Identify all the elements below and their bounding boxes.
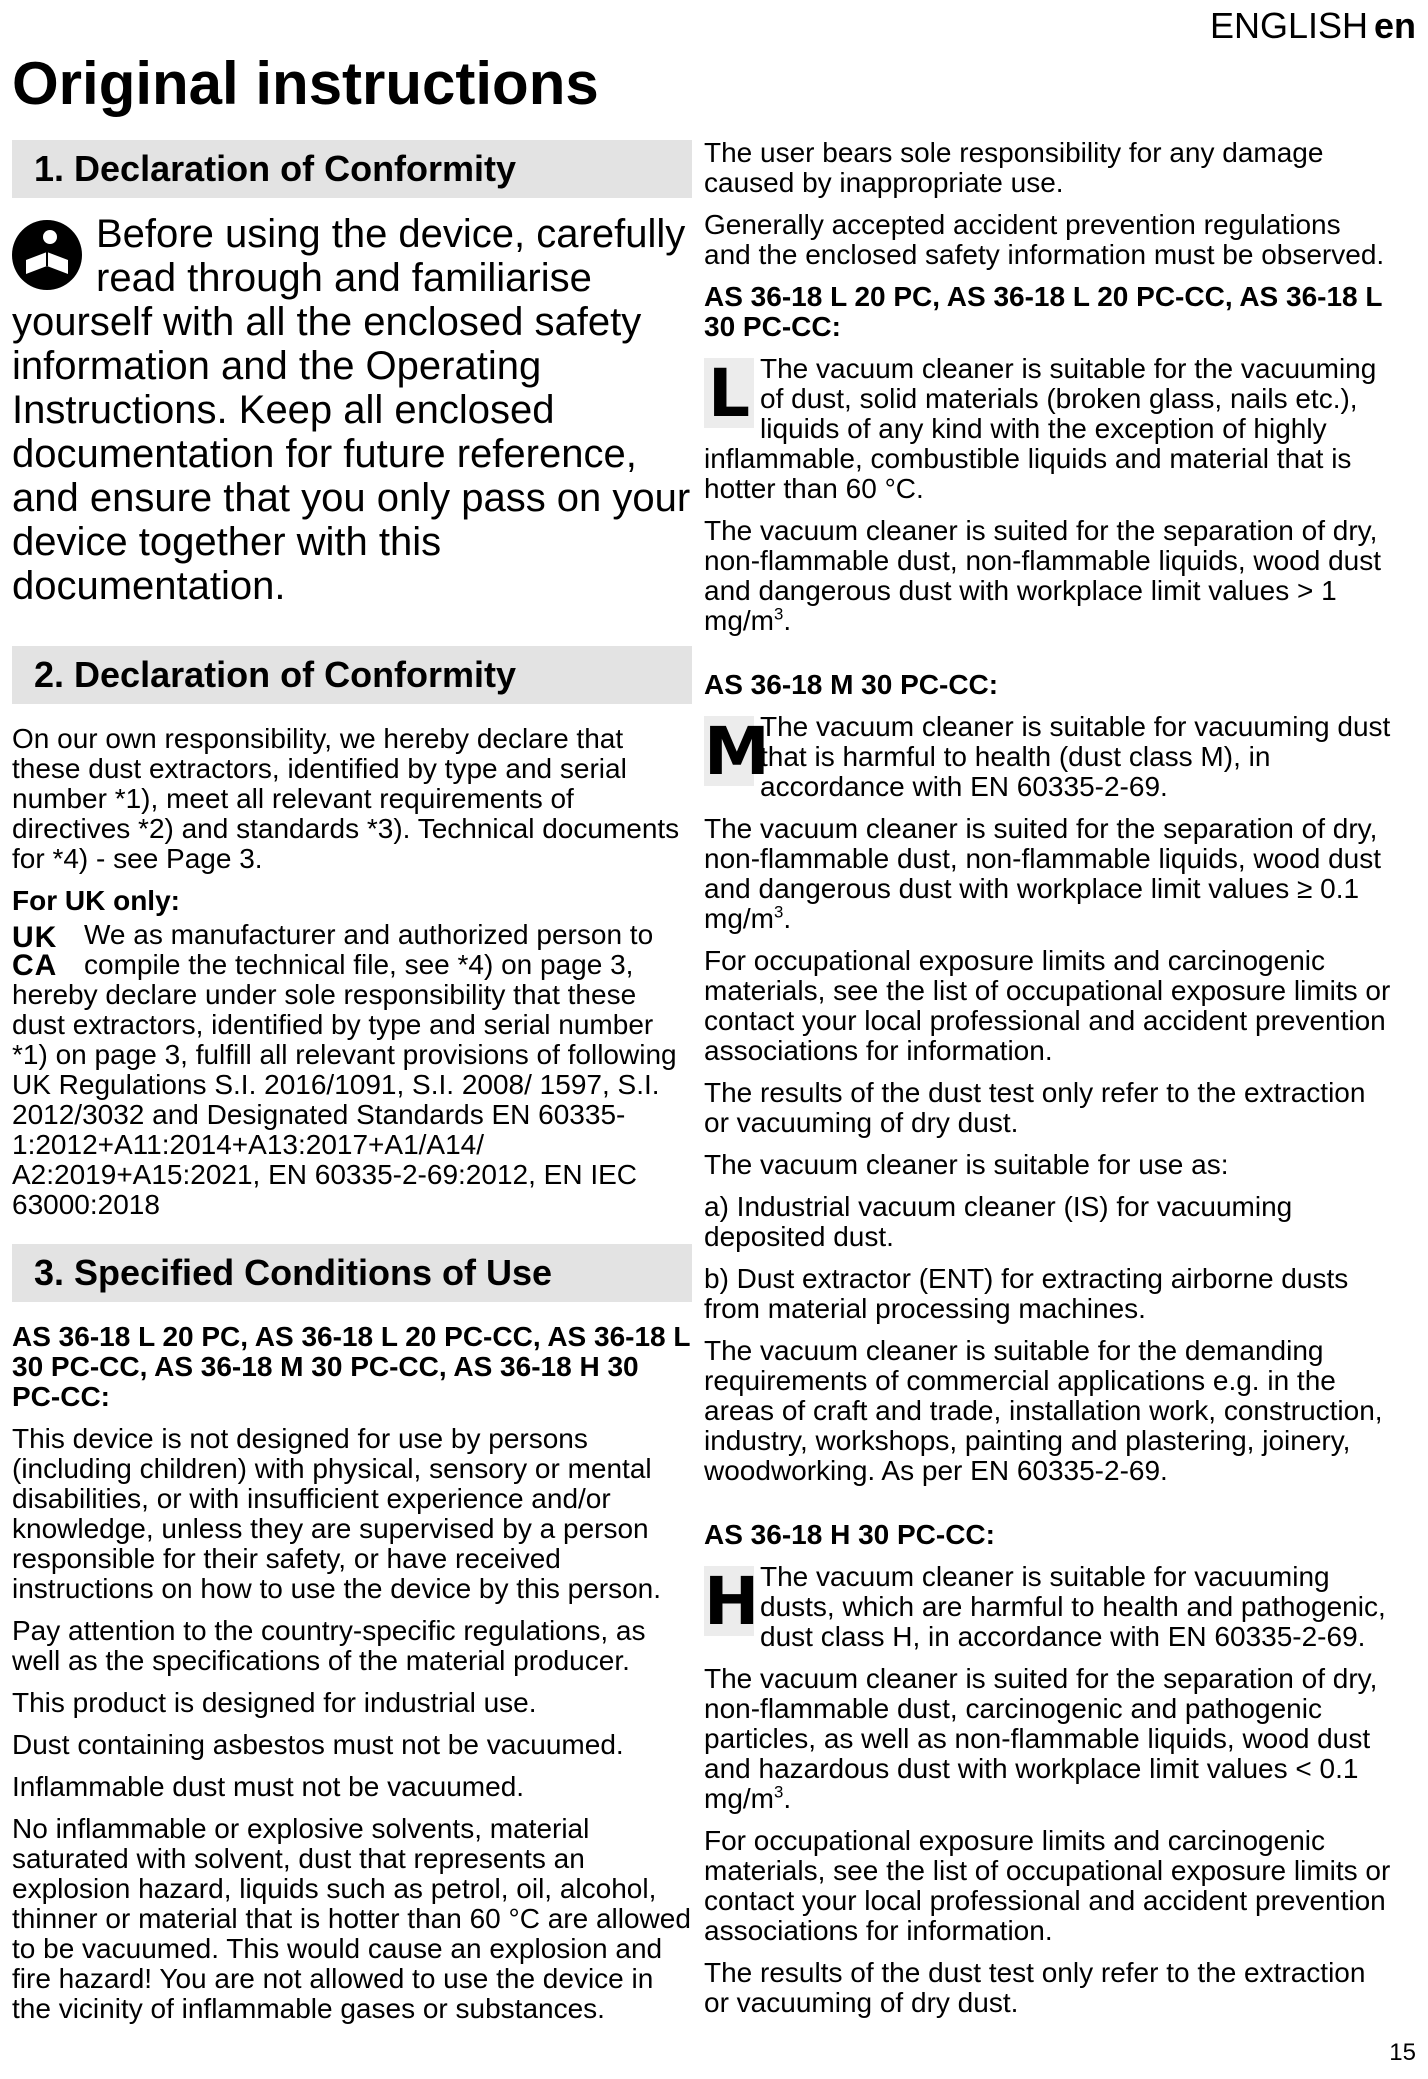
- language-name: ENGLISH: [1209, 5, 1368, 46]
- m-sep-end: .: [783, 903, 792, 934]
- section-3-paragraph-2: Pay attention to the country-specific regulations, as well as the specifications of the material producer.: [12, 1615, 646, 1676]
- h-sep-end: .: [783, 1783, 792, 1814]
- l-class-block: [704, 354, 1394, 504]
- right-column: [704, 138, 1394, 2030]
- dust-class-l-icon: L: [704, 358, 754, 428]
- l-class-models: AS 36-18 L 20 PC, AS 36-18 L 20 PC-CC, AS 36-18 L 30 PC-CC:: [704, 281, 1383, 342]
- section-3-paragraph-5: Inflammable dust must not be vacuumed.: [12, 1771, 525, 1802]
- left-column: [12, 140, 692, 2036]
- section-3-paragraph-3: This product is designed for industrial use.: [12, 1687, 537, 1718]
- dust-test-note-1: The results of the dust test only refer to the extraction or vacuuming of dry dust.: [704, 1077, 1366, 1138]
- section-3-paragraph-6: No inflammable or explosive solvents, material saturated with solvent, dust that represents an explosion hazard, liquids such as petrol, oil, alcohol, thinner or material that is hotter than 60 °C are allowed to be vacuumed. This would cause an explosion and fire hazard! You are not allowed to use the device in the vicinity of inflammable gases or substances.: [12, 1813, 691, 2024]
- page-title: Original instructions: [12, 50, 599, 117]
- h-sep-text: The vacuum cleaner is suited for the separation of dry, non-flammable dust, carcinogenic and pathogenic particles, as well as non-flammable liquids, wood dust and hazardous dust with workplace limit values < 0.1 mg/m: [704, 1663, 1378, 1814]
- occupational-limits-1: For occupational exposure limits and carcinogenic materials, see the list of occupational exposure limits or contact your local professional and accident prevention associations for information.: [704, 945, 1391, 1066]
- h-class-models: AS 36-18 H 30 PC-CC:: [704, 1519, 995, 1550]
- uk-declaration: [12, 920, 692, 1220]
- m-sep-exponent: 3: [774, 902, 784, 922]
- h-class-separation: [704, 1664, 1394, 1814]
- l-sep-end: .: [783, 605, 792, 636]
- ukca-mark-icon: [12, 921, 76, 982]
- read-manual-icon: [12, 220, 82, 290]
- section-3-paragraph-1: This device is not designed for use by persons (including children) with physical, sensory or mental disabilities, or with insufficient experience and/or knowledge, unless they are supervised by a person responsible for their safety, or have received instructions on how to use the device by this person.: [12, 1423, 662, 1604]
- use-option-a: a) Industrial vacuum cleaner (IS) for vacuuming deposited dust.: [704, 1191, 1293, 1252]
- user-responsibility: The user bears sole responsibility for any damage caused by inappropriate use.: [704, 137, 1324, 198]
- accident-prevention: Generally accepted accident prevention regulations and the enclosed safety information must be observed.: [704, 209, 1385, 270]
- l-sep-text: The vacuum cleaner is suited for the separation of dry, non-flammable dust, non-flammable liquids, wood dust and dangerous dust with workplace limit values > 1 mg/m: [704, 515, 1382, 636]
- section-1-body: Before using the device, carefully read through and familiarise yourself with all the enclosed safety information and the Operating Instructions. Keep all enclosed documentation for future reference, and ensure that you only pass on your device together with this documentation.: [12, 212, 691, 608]
- section-3-models: AS 36-18 L 20 PC, AS 36-18 L 20 PC-CC, AS 36-18 L 30 PC-CC, AS 36-18 M 30 PC-CC, AS 36-18 H 30 PC-CC:: [12, 1321, 691, 1412]
- ukca-mark-bottom: CA: [12, 949, 58, 982]
- m-class-separation: [704, 814, 1394, 934]
- use-option-b: b) Dust extractor (ENT) for extracting airborne dusts from material processing machines.: [704, 1263, 1349, 1324]
- section-1-body-block: [12, 212, 692, 608]
- language-code: en: [1373, 5, 1416, 46]
- dust-class-h-icon: H: [704, 1563, 760, 1640]
- dust-class-m-icon: M: [704, 713, 770, 790]
- m-class-text: The vacuum cleaner is suitable for vacuuming dust that is harmful to health (dust class M), in accordance with EN 60335-2-69.: [760, 711, 1391, 802]
- h-class-text: The vacuum cleaner is suitable for vacuuming dusts, which are harmful to health and pathogenic, dust class H, in accordance with EN 60335-2-69.: [760, 1561, 1386, 1652]
- l-sep-exponent: 3: [774, 604, 784, 624]
- ukca-mark-top: UK: [12, 921, 58, 954]
- m-sep-text: The vacuum cleaner is suited for the separation of dry, non-flammable dust, non-flammable liquids, wood dust and dangerous dust with workplace limit values ≥ 0.1 mg/m: [704, 813, 1382, 934]
- page-number: 15: [1389, 2039, 1416, 2066]
- language-label: [1210, 4, 1416, 48]
- uk-only-heading: For UK only:: [12, 885, 180, 916]
- uk-declaration-text: We as manufacturer and authorized person to compile the technical file, see *4) on page 3, hereby declare under sole responsibility that these dust extractors, identified by type and serial number *1) on page 3, fulfill all relevant provisions of following UK Regulations S.I. 2016/1091, S.I. 2008/ 1597, S.I. 2012/3032 and Designated Standards EN 60335-1:2012+A11:2014+A13:2017+A1/A14/ A2:2019+A15:2021, EN 60335-2-69:2012, EN IEC 63000:2018: [12, 919, 677, 1220]
- section-1-heading: 1. Declaration of Conformity: [12, 140, 692, 198]
- suitable-for-use: The vacuum cleaner is suitable for use as:: [704, 1149, 1229, 1180]
- section-3-heading: 3. Specified Conditions of Use: [12, 1244, 692, 1302]
- l-class-text: The vacuum cleaner is suitable for the vacuuming of dust, solid materials (broken glass, nails etc.), liquids of any kind with the exception of highly inflammable, combustible liquids and material that is hotter than 60 °C.: [704, 353, 1377, 504]
- m-class-models: AS 36-18 M 30 PC-CC:: [704, 669, 999, 700]
- dust-test-note-2: The results of the dust test only refer to the extraction or vacuuming of dry dust.: [704, 1957, 1366, 2018]
- section-3-paragraph-4: Dust containing asbestos must not be vacuumed.: [12, 1729, 624, 1760]
- m-class-block: [704, 712, 1394, 802]
- h-sep-exponent: 3: [774, 1782, 784, 1802]
- occupational-limits-2: For occupational exposure limits and carcinogenic materials, see the list of occupational exposure limits or contact your local professional and accident prevention associations for information.: [704, 1825, 1391, 1946]
- section-2-heading: 2. Declaration of Conformity: [12, 646, 692, 704]
- h-class-block: [704, 1562, 1394, 1652]
- commercial-applications: The vacuum cleaner is suitable for the demanding requirements of commercial applications e.g. in the areas of craft and trade, installation work, construction, industry, workshops, painting and plastering, joinery, woodworking. As per EN 60335-2-69.: [704, 1335, 1383, 1486]
- l-class-separation: [704, 516, 1394, 636]
- section-2-intro: On our own responsibility, we hereby declare that these dust extractors, identified by type and serial number *1), meet all relevant requirements of directives *2) and standards *3). Technical documents for *4) - see Page 3.: [12, 723, 680, 874]
